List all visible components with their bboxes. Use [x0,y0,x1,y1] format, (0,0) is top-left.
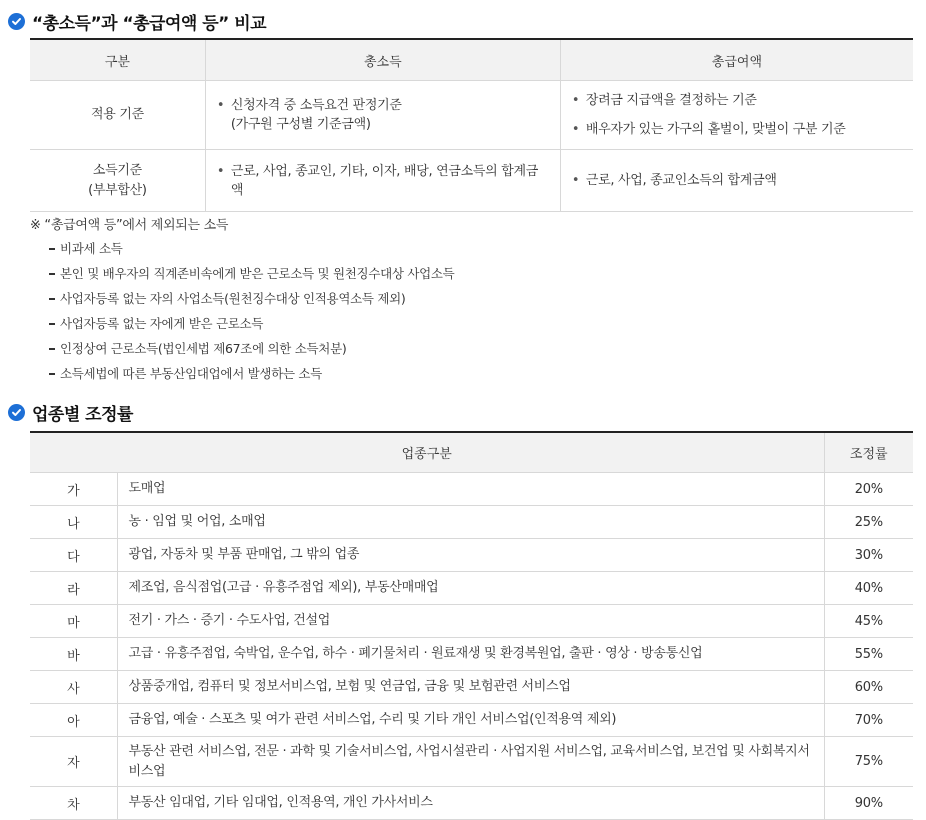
list-item [217,162,549,200]
list-item-text: 장려금 지급액을 결정하는 기준 [585,93,757,108]
comparison-row-income-basis [30,150,913,212]
note-item [30,261,454,286]
table-row [30,473,913,506]
industry-cell: 농 · 임업 및 어업, 소매업 [117,506,824,539]
rate-header-row [30,432,913,473]
section2-title: 업종별 조정률 [32,405,133,425]
header-total-income: 총소득 [205,39,560,81]
row-key: 나 [30,506,117,539]
industry-cell: 도매업 [117,473,824,506]
header-total-wages: 총급여액 [560,39,913,81]
row-label-subtext: (부부합산) [88,182,147,198]
industry-cell: 부동산 관련 서비스업, 전문 · 과학 및 기술서비스업, 사업시설관리 · 사업지원 서비스업, 교육서비스업, 보건업 및 사회복지서비스업 [117,737,824,787]
note-item-text: 비과세 소득 [60,241,123,256]
note-item-text: 소득세법에 따른 부동산임대업에서 발생하는 소득 [60,366,322,381]
header-industry: 업종구분 [30,432,824,473]
note-title: ※ “총급여액 등”에서 제외되는 소득 [30,218,229,233]
list-item-text: 근로, 사업, 종교인, 기타, 이자, 배당, 연금소득의 합계금액 [230,163,539,198]
rate-cell: 75% [824,737,913,787]
section2-heading [8,400,133,425]
total-income-cell [205,81,560,150]
table-row [30,671,913,704]
rate-cell: 45% [824,605,913,638]
industry-cell: 상품중개업, 컴퓨터 및 정보서비스업, 보험 및 연금업, 금융 및 보험관련 서비스업 [117,671,824,704]
header-rate: 조정률 [824,432,913,473]
note-item [30,361,454,386]
table-row [30,638,913,671]
adjustment-rate-table [30,431,913,820]
table-row [30,605,913,638]
table-row [30,737,913,787]
table-row [30,704,913,737]
list-item-text: 신청자격 중 소득요건 판정기준 (가구원 구성별 기준금액) [230,98,402,132]
check-circle-icon [8,404,25,421]
rate-cell: 55% [824,638,913,671]
row-key: 자 [30,737,117,787]
note-item [30,236,454,261]
total-wages-cell [560,150,913,212]
rate-cell: 30% [824,539,913,572]
row-key: 가 [30,473,117,506]
section1-heading [8,9,266,34]
note-item-text: 사업자등록 없는 자의 사업소득(원천징수대상 인적용역소득 제외) [60,291,406,306]
note-item-text: 사업자등록 없는 자에게 받은 근로소득 [60,316,264,331]
industry-cell: 부동산 임대업, 기타 임대업, 인적용역, 개인 가사서비스 [117,787,824,820]
rate-cell: 20% [824,473,913,506]
table-row [30,539,913,572]
note-item [30,286,454,311]
row-key: 아 [30,704,117,737]
industry-cell: 광업, 자동차 및 부품 판매업, 그 밖의 업종 [117,539,824,572]
rate-cell: 25% [824,506,913,539]
row-label [30,81,205,150]
row-key: 마 [30,605,117,638]
rate-cell: 40% [824,572,913,605]
row-key: 다 [30,539,117,572]
rate-cell: 90% [824,787,913,820]
check-circle-icon [8,13,25,30]
section1-title: “총소득”과 “총급여액 등” 비교 [32,14,267,34]
table-row [30,506,913,539]
header-category: 구분 [30,39,205,81]
list-item [217,96,549,134]
industry-cell: 고급 · 유흥주점업, 숙박업, 운수업, 하수 · 폐기물처리 · 원료재생 및 환경복원업, 출판 · 영상 · 방송통신업 [117,638,824,671]
comparison-table [30,38,913,212]
industry-cell: 금융업, 예술 · 스포츠 및 여가 관련 서비스업, 수리 및 기타 개인 서비스업(인적용역 제외) [117,704,824,737]
comparison-row-criteria [30,81,913,150]
row-label-text: 소득기준 [92,162,142,178]
rate-cell: 60% [824,671,913,704]
list-item-text: 배우자가 있는 가구의 홑벌이, 맞벌이 구분 기준 [585,122,846,137]
note-item-text: 인정상여 근로소득(법인세법 제67조에 의한 소득처분) [60,341,347,356]
industry-cell: 제조업, 음식점업(고급 · 유흥주점업 제외), 부동산매매업 [117,572,824,605]
row-label [30,150,205,212]
note-item [30,336,454,361]
total-wages-cell [560,81,913,150]
total-income-cell [205,150,560,212]
row-key: 라 [30,572,117,605]
note-item-text: 본인 및 배우자의 직계존비속에게 받은 근로소득 및 원천징수대상 사업소득 [60,266,455,281]
list-item [572,171,902,190]
table-row [30,572,913,605]
note-item [30,311,454,336]
row-label-text: 적용 기준 [90,107,144,122]
list-item [572,120,902,139]
list-item [572,91,902,110]
list-item-text: 근로, 사업, 종교인소득의 합계금액 [585,173,777,188]
row-key: 바 [30,638,117,671]
row-key: 사 [30,671,117,704]
table-row [30,787,913,820]
excluded-income-note [30,216,454,386]
industry-cell: 전기 · 가스 · 증기 · 수도사업, 건설업 [117,605,824,638]
comparison-header-row [30,39,913,81]
row-key: 차 [30,787,117,820]
rate-cell: 70% [824,704,913,737]
